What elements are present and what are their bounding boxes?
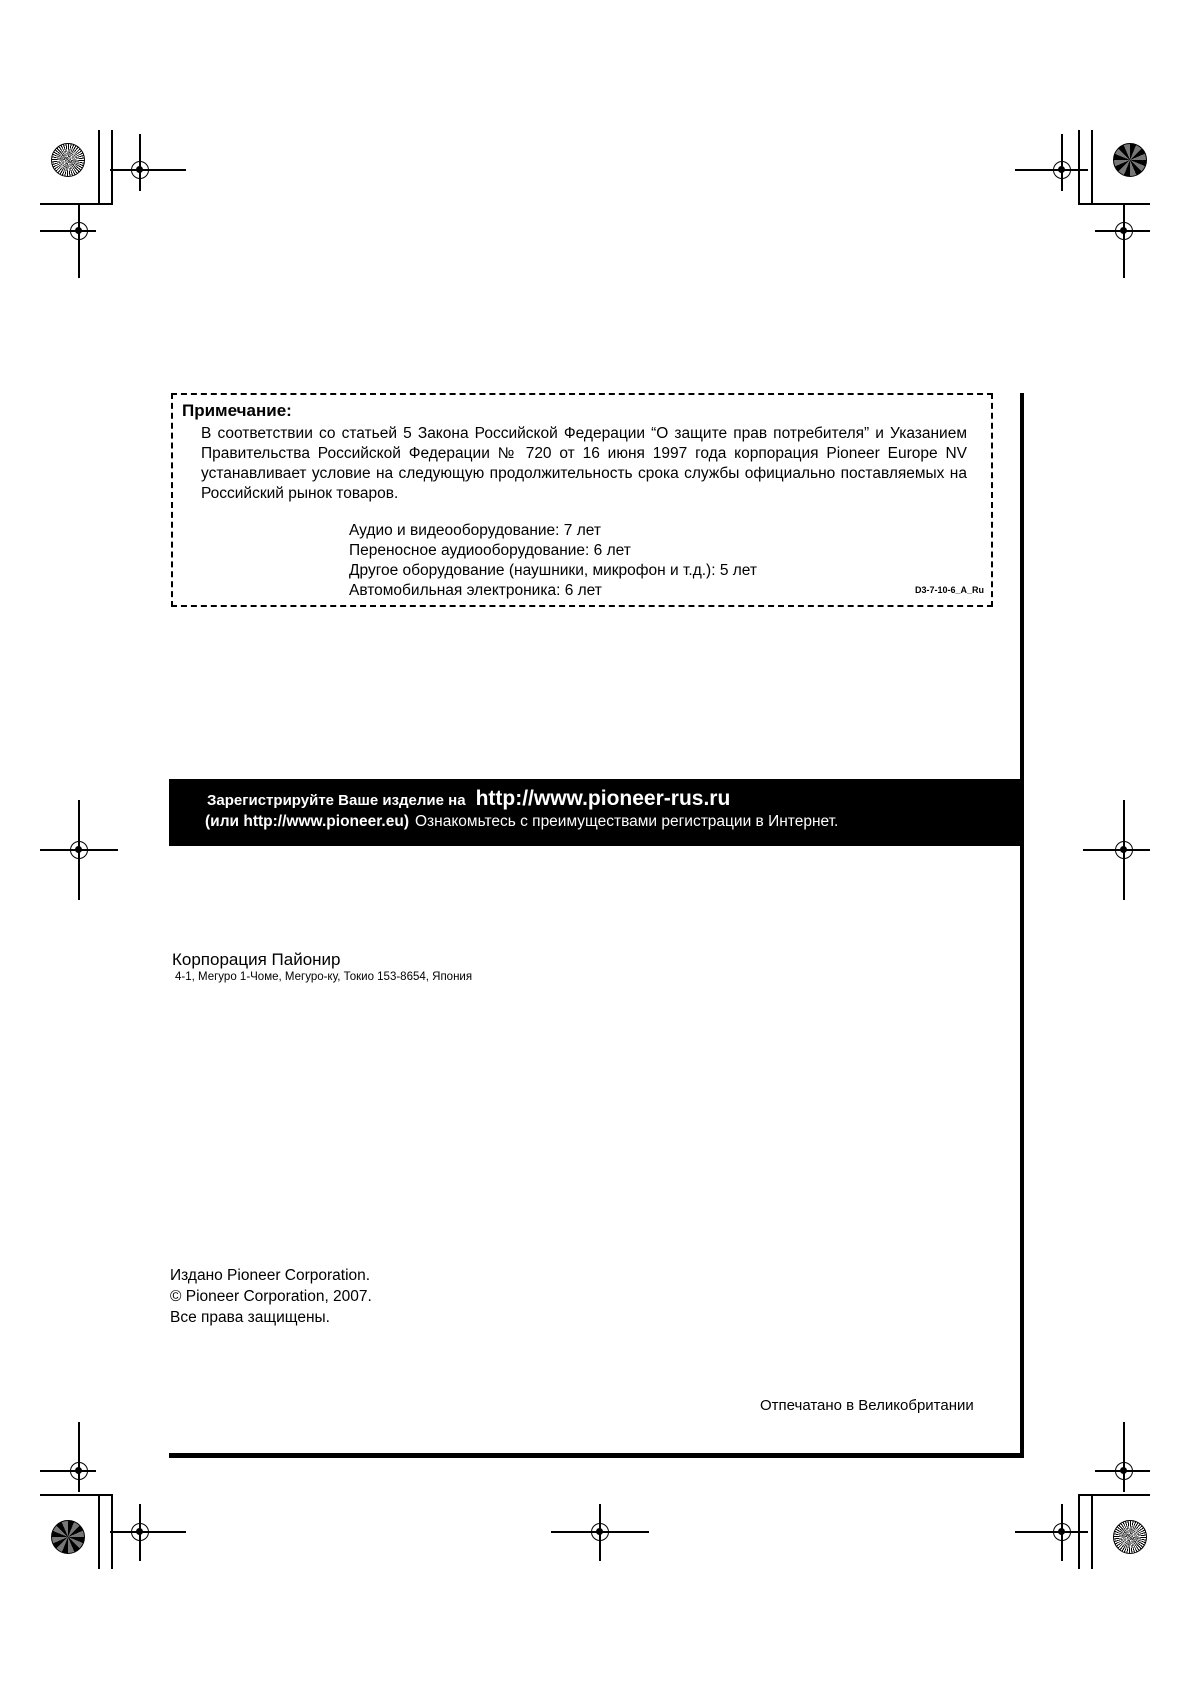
color-wheel-mark-icon xyxy=(1113,1520,1147,1554)
copyright-line: © Pioneer Corporation, 2007. xyxy=(170,1288,372,1305)
alt-url-link[interactable]: (или http://www.pioneer.eu) xyxy=(205,813,409,830)
registration-crosshair-icon xyxy=(70,1462,88,1480)
service-life-note-box xyxy=(171,393,993,607)
registration-crosshair-icon xyxy=(1053,161,1071,179)
company-name: Корпорация Пайонир xyxy=(172,950,341,969)
registration-crosshair-icon xyxy=(1115,222,1133,240)
registration-crosshair-icon xyxy=(70,222,88,240)
registration-crosshair-icon xyxy=(1115,1462,1133,1480)
list-item: Автомобильная электроника: 6 лет xyxy=(349,582,602,599)
document-code: D3-7-10-6_A_Ru xyxy=(914,585,984,595)
printed-in-text: Отпечатано в Великобритании xyxy=(760,1397,974,1414)
note-paragraph: В соответствии со статьей 5 Закона Российской Федерации “О защите прав потребителя” и Указанием Правительства Российской Федерации № 720 от 16 июня 1997 года корпорация Pioneer Europe NV устанавливает условие на следующую продолжительность срока службы официально поставляемых на Российский рынок товаров. xyxy=(201,425,967,502)
note-title: Примечание: xyxy=(182,401,292,420)
publication-info xyxy=(170,1265,372,1328)
register-label: Зарегистрируйте Ваше изделие на xyxy=(207,792,466,809)
registration-crosshair-icon xyxy=(131,1523,149,1541)
registration-crosshair-icon xyxy=(1115,841,1133,859)
registration-crosshair-icon xyxy=(1053,1523,1071,1541)
color-wheel-mark-icon xyxy=(1113,143,1147,177)
registration-crosshair-icon xyxy=(131,161,149,179)
list-item: Переносное аудиооборудование: 6 лет xyxy=(349,542,631,559)
rights-line: Все права защищены. xyxy=(170,1309,330,1326)
registration-banner xyxy=(169,779,1022,846)
published-by: Издано Pioneer Corporation. xyxy=(170,1267,371,1284)
color-wheel-mark-icon xyxy=(51,1520,85,1554)
color-wheel-mark-icon xyxy=(51,143,85,177)
list-item: Аудио и видеооборудование: 7 лет xyxy=(349,522,601,539)
registration-crosshair-icon xyxy=(70,841,88,859)
company-address: 4-1, Мегуро 1-Чоме, Мегуро-ку, Токио 153-8654, Япония xyxy=(175,971,473,983)
register-url-link[interactable]: http://www.pioneer-rus.ru xyxy=(475,787,731,810)
registration-crosshair-icon xyxy=(591,1523,609,1541)
benefits-text: Ознакомьтесь с преимуществами регистрации в Интернет. xyxy=(415,813,839,830)
page-frame-right-rule xyxy=(1020,393,1024,1458)
service-life-list xyxy=(349,521,757,601)
page-frame-bottom-rule xyxy=(169,1453,1024,1458)
list-item: Другое оборудование (наушники, микрофон и т.д.): 5 лет xyxy=(349,562,757,579)
